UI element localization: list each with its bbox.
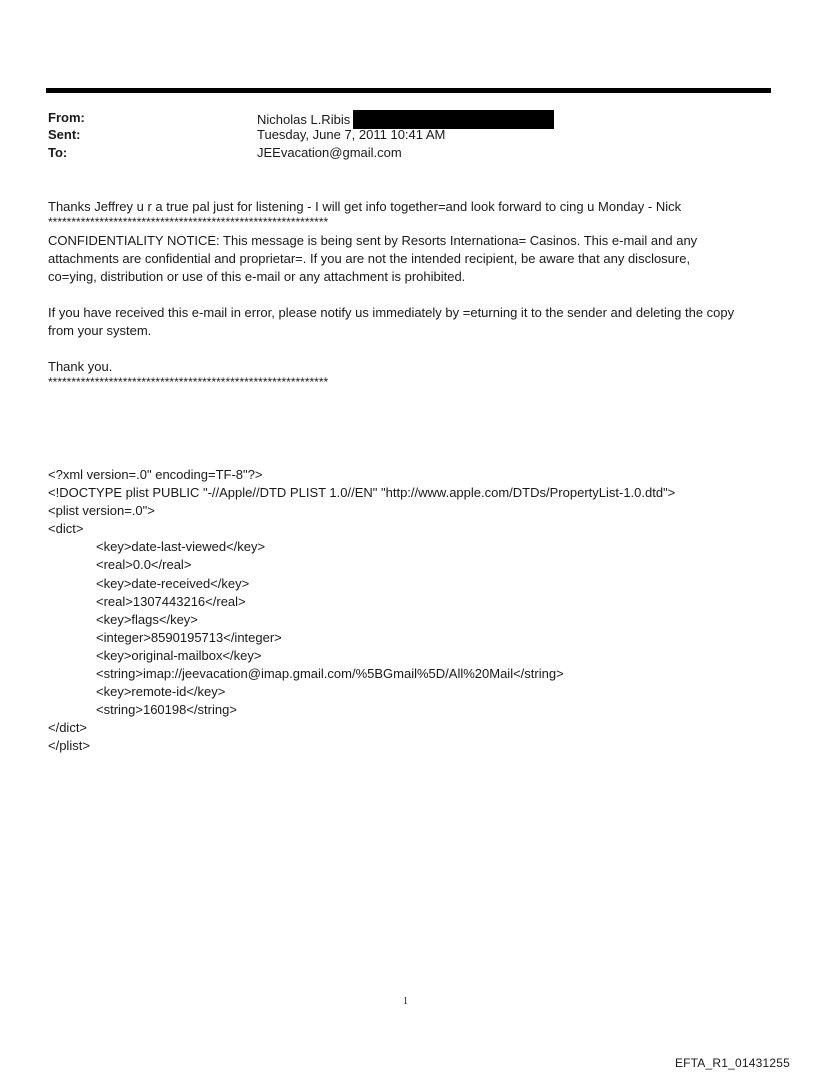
- xml-line: <dict>: [48, 521, 84, 537]
- from-label: From:: [48, 110, 85, 125]
- body-line: Thanks Jeffrey u r a true pal just for listening - I will get info together=and look forward to cing u Monday - Nick: [48, 199, 682, 214]
- xml-line: <key>original-mailbox</key>: [96, 647, 262, 663]
- xml-line: <plist version=.0">: [48, 503, 155, 519]
- bates-number: EFTA_R1_01431255: [674, 1056, 790, 1070]
- to-label: To:: [48, 145, 68, 160]
- xml-line: <key>date-last-viewed</key>: [96, 539, 266, 555]
- xml-line: <?xml version=.0" encoding=TF-8"?>: [48, 467, 263, 482]
- notice-line: co=ying, distribution or use of this e-mail or any attachment is prohibited.: [48, 269, 466, 284]
- page-number: 1: [403, 996, 408, 1007]
- xml-line: <string>imap://jeevacation@imap.gmail.com/%5BGmail%5D/All%20Mail</string>: [96, 666, 564, 682]
- message-body: [48, 198, 776, 388]
- xml-line: <key>remote-id</key>: [96, 684, 226, 700]
- xml-line: <string>160198</string>: [96, 702, 237, 718]
- xml-line: <!DOCTYPE plist PUBLIC "-//Apple//DTD PLIST 1.0//EN" "http://www.apple.com/DTDs/PropertyList-1.0.dtd">: [48, 485, 676, 501]
- xml-line: </dict>: [48, 720, 88, 736]
- xml-line: <real>0.0</real>: [96, 557, 192, 573]
- xml-line: </plist>: [48, 738, 90, 754]
- separator-stars: ************************************************************: [48, 375, 329, 389]
- error-line: If you have received this e-mail in error, please notify us immediately by =eturning it to the sender and deleting the copy: [48, 305, 735, 320]
- xml-line: <real>1307443216</real>: [96, 593, 246, 609]
- from-name: Nicholas L.Ribis: [257, 112, 351, 127]
- xml-line: <integer>8590195713</integer>: [96, 629, 282, 645]
- xml-line: <key>date-received</key>: [96, 575, 250, 591]
- sent-value: Tuesday, June 7, 2011 10:41 AM: [257, 127, 446, 142]
- notice-line: attachments are confidential and proprietar=. If you are not the intended recipient, be aware that any disclosure,: [48, 251, 691, 266]
- header-rule: [46, 88, 771, 93]
- separator-stars: ************************************************************: [48, 215, 329, 229]
- xml-line: <key>flags</key>: [96, 611, 198, 627]
- thanks-line: Thank you.: [48, 359, 113, 374]
- error-line: from your system.: [48, 323, 152, 338]
- to-value: JEEvacation@gmail.com: [257, 145, 402, 160]
- sent-label: Sent:: [48, 127, 81, 142]
- notice-line: CONFIDENTIALITY NOTICE: This message is being sent by Resorts Internationa= Casinos. This e-mail and any: [48, 233, 698, 248]
- plist-xml: [48, 466, 675, 756]
